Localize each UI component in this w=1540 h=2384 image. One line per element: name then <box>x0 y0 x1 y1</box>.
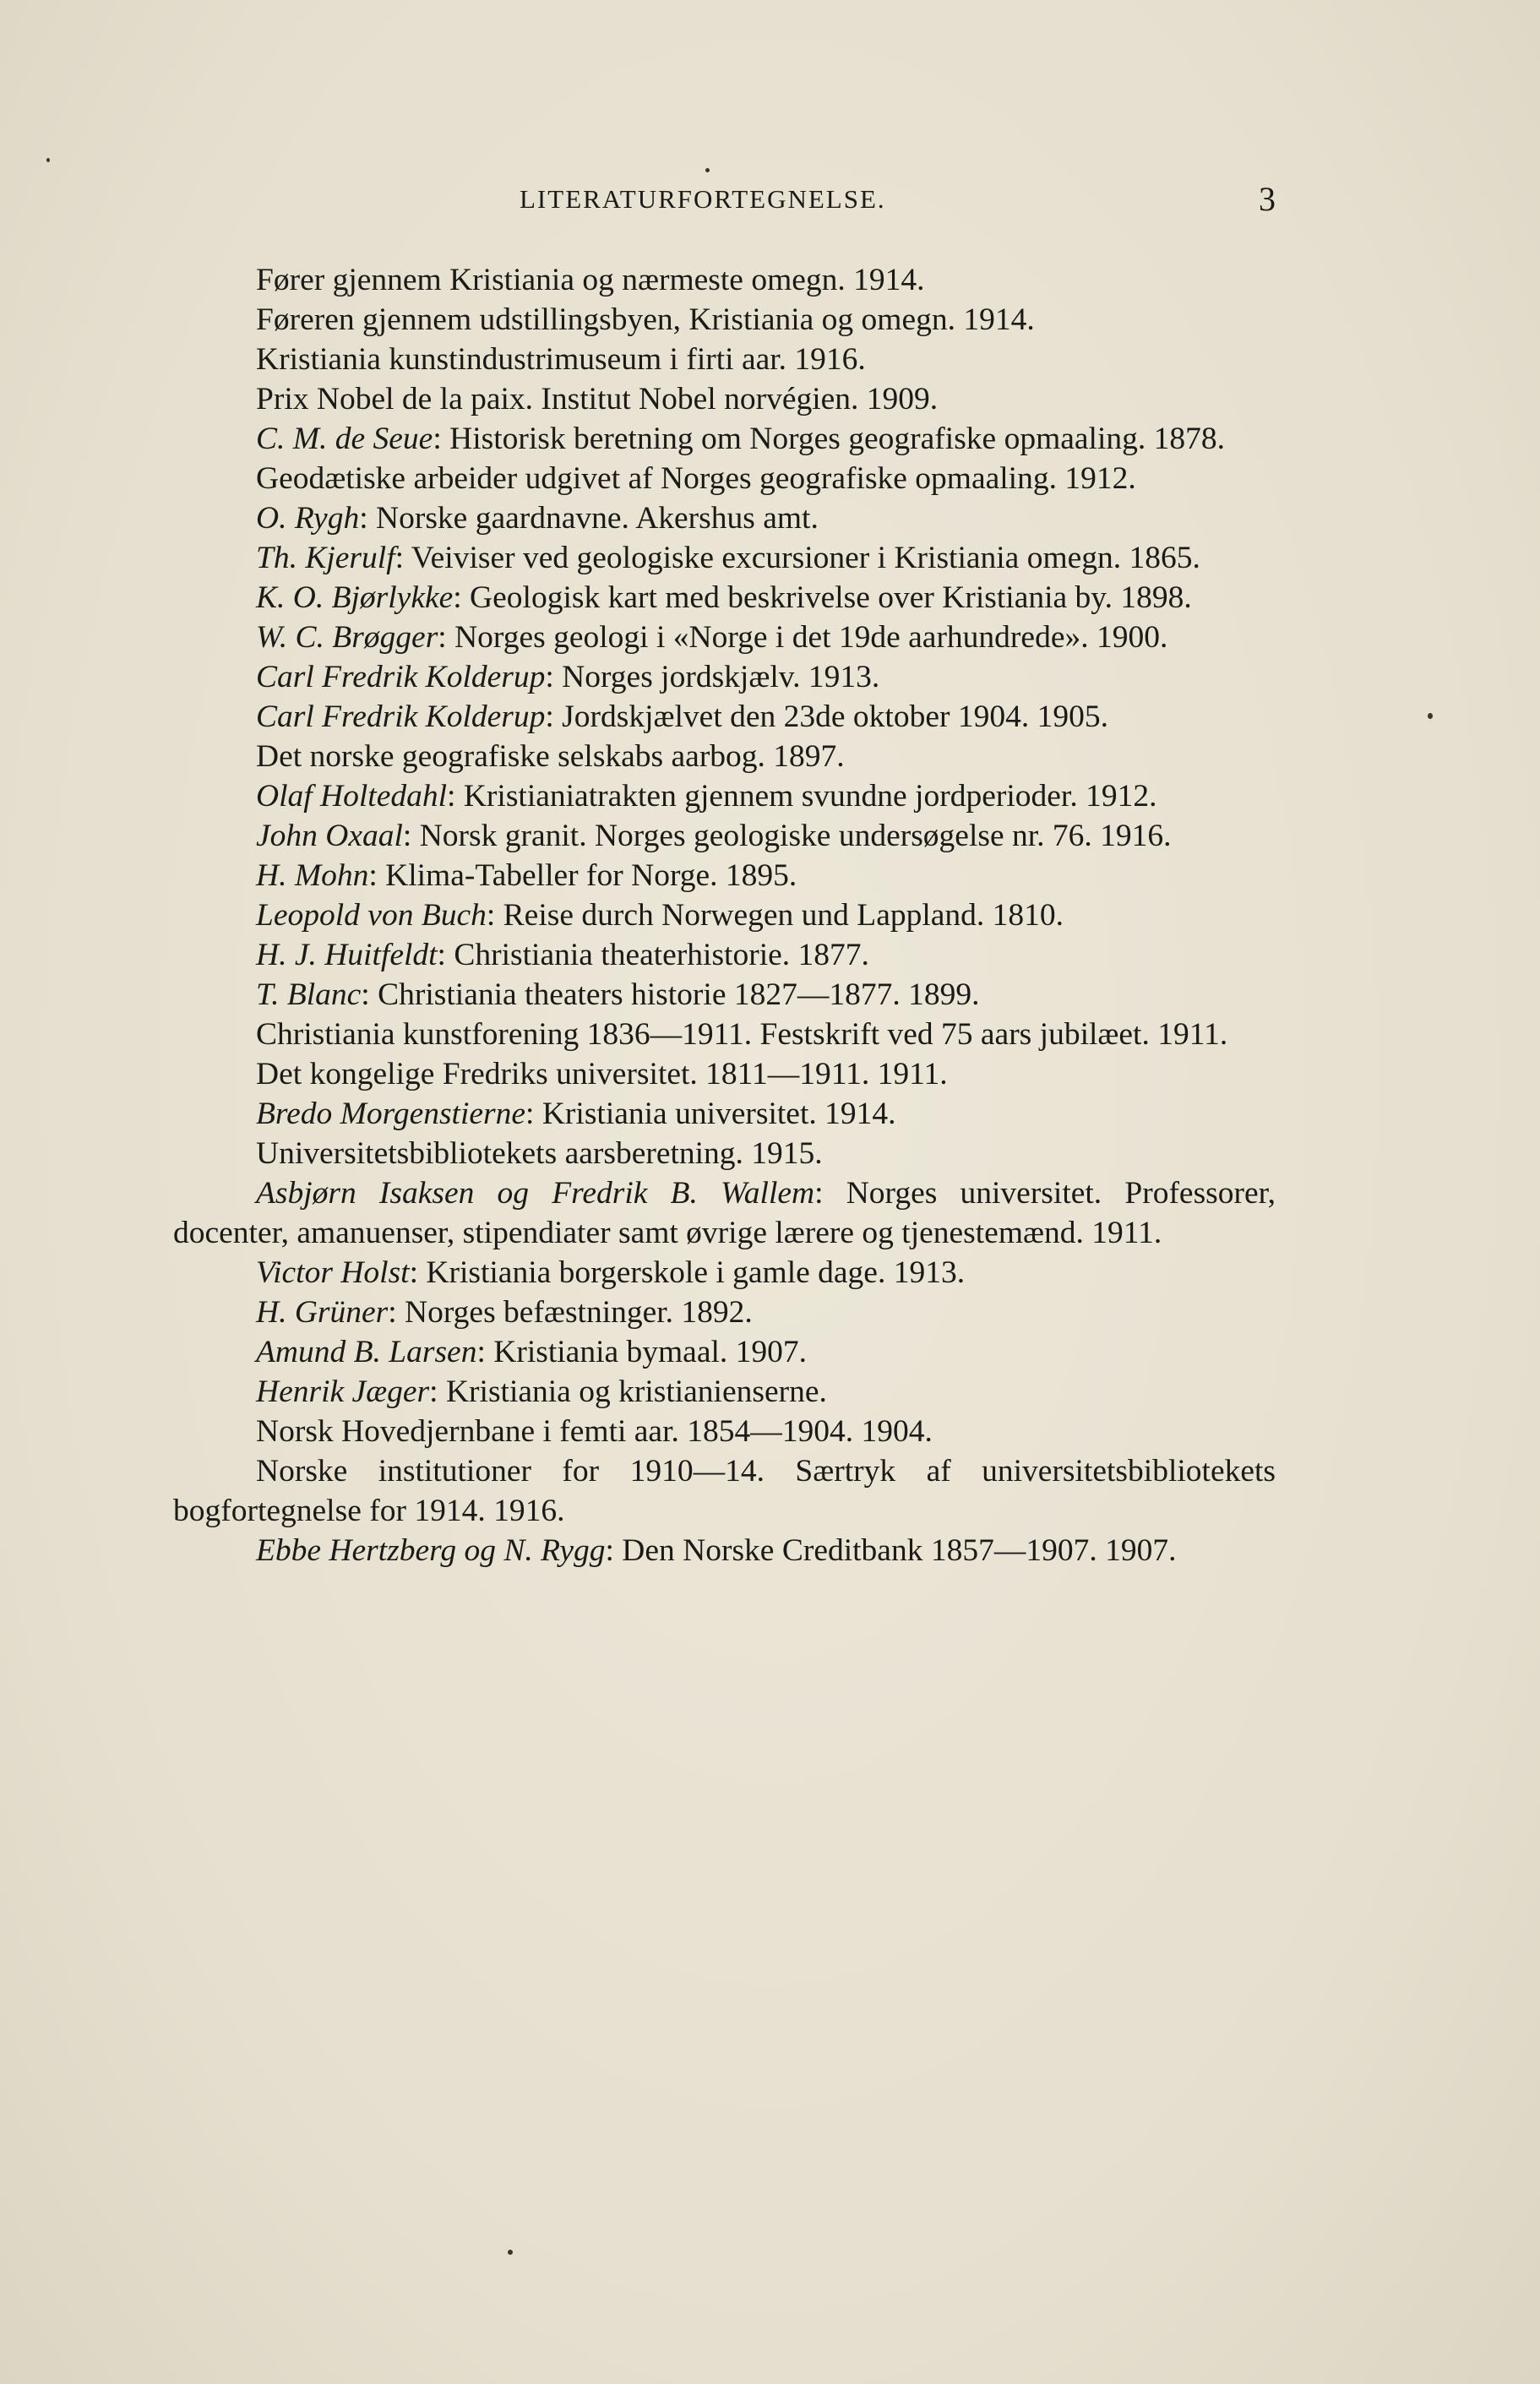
paper-speck <box>705 168 710 172</box>
entry-text: : Norges geologi i «Norge i det 19de aarhundrede». 1900. <box>438 620 1168 655</box>
entry-text: : Kristiania og kristianienserne. <box>429 1374 827 1409</box>
entry-author: Henrik Jæger <box>256 1374 430 1409</box>
entry-text: : Reise durch Norwegen und Lappland. 1810. <box>486 898 1064 933</box>
bibliography-entry <box>173 459 1276 498</box>
entry-author: Carl Fredrik Kolderup <box>256 699 546 734</box>
entry-text: : Norges universitet. Professorer, docenter, amanuenser, stipendiater samt øvrige lærere og tjenestemænd. 1911. <box>173 1176 1276 1250</box>
bibliography-entry <box>173 1015 1276 1054</box>
entry-author: Victor Holst <box>256 1255 410 1290</box>
bibliography-entry <box>173 1332 1276 1372</box>
bibliography-entry <box>173 1372 1276 1412</box>
entry-text: Det kongelige Fredriks universitet. 1811—1911. 1911. <box>256 1057 948 1091</box>
bibliography-entry <box>173 1253 1276 1293</box>
bibliography-entry <box>173 1531 1276 1570</box>
bibliography-entry <box>173 1293 1276 1332</box>
entry-author: John Oxaal <box>256 819 403 853</box>
entry-text: : Jordskjælvet den 23de oktober 1904. 1905. <box>545 699 1108 734</box>
entry-text: : Christiania theaters historie 1827—1877. 1899. <box>361 977 980 1012</box>
bibliography-entry <box>173 578 1276 618</box>
bibliography-entry <box>173 1173 1276 1253</box>
entry-text: Christiania kunstforening 1836—1911. Festskrift ved 75 aars jubilæet. 1911. <box>256 1017 1228 1052</box>
entry-text: : Norges jordskjælv. 1913. <box>545 660 880 694</box>
page-header <box>173 180 1276 226</box>
entry-author: O. Rygh <box>256 501 360 536</box>
running-title: LITERATURFORTEGNELSE. <box>520 184 886 214</box>
entry-text: : Kristianiatrakten gjennem svundne jordperioder. 1912. <box>447 779 1157 814</box>
bibliography-entry <box>173 776 1276 816</box>
entry-text: : Den Norske Creditbank 1857—1907. 1907. <box>605 1533 1177 1568</box>
entry-author: W. C. Brøgger <box>256 620 438 655</box>
bibliography-entry <box>173 895 1276 935</box>
entry-text: : Kristiania borgerskole i gamle dage. 1913. <box>409 1255 966 1290</box>
entry-text: Føreren gjennem udstillingsbyen, Kristiania og omegn. 1914. <box>256 302 1035 337</box>
entry-author: K. O. Bjørlykke <box>256 580 454 615</box>
bibliography-entry <box>173 419 1276 459</box>
bibliography-list <box>173 260 1276 1570</box>
bibliography-entry <box>173 379 1276 419</box>
bibliography-entry <box>173 1412 1276 1451</box>
bibliography-entry <box>173 260 1276 300</box>
entry-author: H. Mohn <box>256 858 369 893</box>
entry-text: : Kristiania universitet. 1914. <box>525 1097 896 1131</box>
entry-author: H. J. Huitfeldt <box>256 938 438 972</box>
bibliography-entry <box>173 1134 1276 1173</box>
entry-text: : Norske gaardnavne. Akershus amt. <box>359 501 819 536</box>
bibliography-entry <box>173 1054 1276 1094</box>
entry-author: Th. Kjerulf <box>256 541 395 575</box>
paper-speck <box>1428 713 1433 719</box>
bibliography-entry <box>173 300 1276 340</box>
paper-speck <box>46 158 50 162</box>
bibliography-entry <box>173 1094 1276 1134</box>
entry-text: : Norges befæstninger. 1892. <box>388 1295 753 1330</box>
entry-author: Olaf Holtedahl <box>256 779 448 814</box>
entry-text: Universitetsbibliotekets aarsberetning. 1915. <box>256 1136 823 1171</box>
bibliography-entry <box>173 935 1276 975</box>
entry-text: Norske institutioner for 1910—14. Særtryk af universitetsbibliotekets bogfortegnelse for 1914. 1916. <box>173 1454 1276 1528</box>
entry-text: Geodætiske arbeider udgivet af Norges geografiske opmaaling. 1912. <box>256 461 1136 496</box>
entry-author: T. Blanc <box>256 977 362 1012</box>
bibliography-entry <box>173 975 1276 1015</box>
entry-author: Asbjørn Isaksen og Fredrik B. Wallem <box>256 1176 815 1211</box>
entry-text: : Christiania theaterhistorie. 1877. <box>437 938 869 972</box>
entry-text: Kristiania kunstindustrimuseum i firti aar. 1916. <box>256 342 866 377</box>
entry-text: Norsk Hovedjernbane i femti aar. 1854—1904. 1904. <box>256 1414 933 1449</box>
entry-text: : Norsk granit. Norges geologiske undersøgelse nr. 76. 1916. <box>402 819 1172 853</box>
entry-author: Bredo Morgenstierne <box>256 1097 526 1131</box>
bibliography-entry <box>173 618 1276 657</box>
entry-author: Leopold von Buch <box>256 898 487 933</box>
bibliography-entry <box>173 697 1276 737</box>
entry-text: Fører gjennem Kristiania og nærmeste omegn. 1914. <box>256 263 925 297</box>
entry-author: C. M. de Seue <box>256 422 433 456</box>
bibliography-entry <box>173 340 1276 379</box>
entry-text: Det norske geografiske selskabs aarbog. 1897. <box>256 739 845 774</box>
entry-text: Prix Nobel de la paix. Institut Nobel norvégien. 1909. <box>256 382 939 416</box>
entry-author: Carl Fredrik Kolderup <box>256 660 546 694</box>
bibliography-entry <box>173 856 1276 895</box>
entry-text: : Kristiania bymaal. 1907. <box>476 1335 808 1369</box>
entry-text: : Geologisk kart med beskrivelse over Kristiania by. 1898. <box>453 580 1192 615</box>
bibliography-entry <box>173 816 1276 856</box>
entry-text: : Historisk beretning om Norges geografiske opmaaling. 1878. <box>433 422 1225 456</box>
bibliography-entry <box>173 657 1276 697</box>
entry-author: Ebbe Hertzberg og N. Rygg <box>256 1533 606 1568</box>
entry-text: : Veiviser ved geologiske excursioner i Kristiania omegn. 1865. <box>395 541 1200 575</box>
entry-text: : Klima-Tabeller for Norge. 1895. <box>368 858 797 893</box>
bibliography-entry <box>173 538 1276 578</box>
paper-speck <box>508 2250 513 2255</box>
bibliography-entry <box>173 1451 1276 1531</box>
bibliography-entry <box>173 498 1276 538</box>
bibliography-entry <box>173 737 1276 776</box>
entry-author: Amund B. Larsen <box>256 1335 477 1369</box>
entry-author: H. Grüner <box>256 1295 389 1330</box>
page-number: 3 <box>1259 180 1276 218</box>
